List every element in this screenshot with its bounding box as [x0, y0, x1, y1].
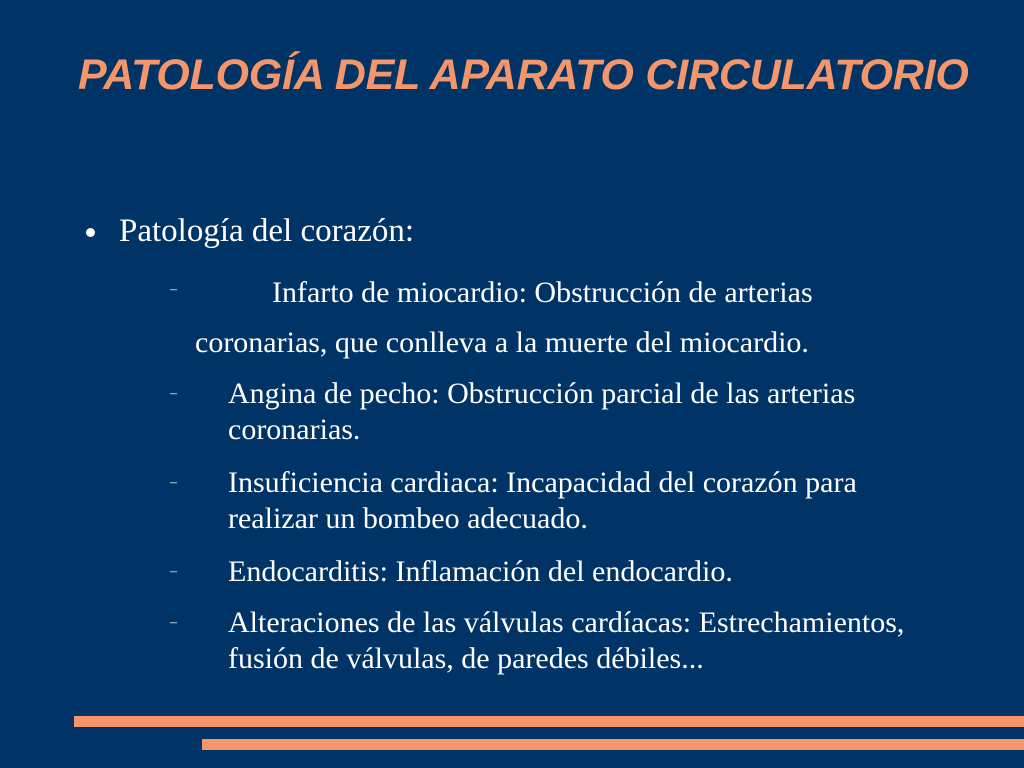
dash-icon: – [170, 282, 177, 297]
main-bullet-text: Patología del corazón: [119, 213, 415, 249]
sub-item-text: Angina de pecho: Obstrucción parcial de las arterias coronarias. [228, 377, 856, 446]
sub-item-text-line2: coronarias, que conlleva a la muerte del miocardio. [195, 326, 809, 359]
sub-item-angina [170, 376, 960, 456]
slide-title: PATOLOGÍA DEL APARATO CIRCULATORIO [78, 51, 969, 99]
dash-icon: – [170, 615, 177, 630]
sub-item-text: Endocarditis: Inflamación del endocardio. [228, 555, 733, 588]
dash-icon: – [170, 386, 177, 401]
dash-icon: – [170, 564, 177, 579]
sub-item-text-line1: Infarto de miocardio: Obstrucción de arterias [272, 276, 813, 309]
bullet-dot-icon [86, 228, 95, 237]
sub-item-text: Insuficiencia cardiaca: Incapacidad del corazón para realizar un bombeo adecuado. [228, 466, 857, 535]
sub-item-endocarditis [170, 554, 960, 594]
decorative-bar-bottom [202, 739, 1024, 750]
dash-icon: – [170, 475, 177, 490]
sub-item-insuficiencia [170, 465, 960, 545]
sub-item-valvulas [170, 605, 960, 715]
decorative-bar-top [74, 716, 1024, 727]
sub-item-text: Alteraciones de las válvulas cardíacas: Estrechamientos, fusión de válvulas, de paredes débiles... [228, 606, 905, 675]
